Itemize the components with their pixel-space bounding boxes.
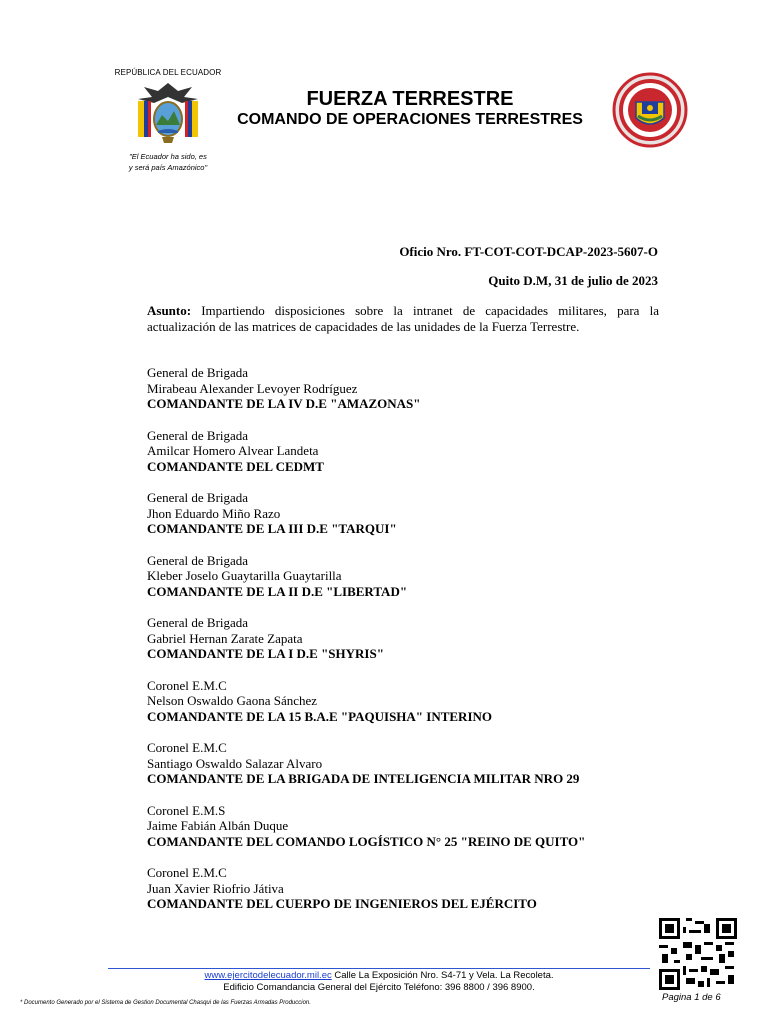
recipient-rank: General de Brigada	[147, 552, 249, 568]
recipient-list	[147, 365, 667, 928]
recipient-rank: Coronel E.M.C	[147, 740, 227, 755]
subject-text: Impartiendo disposiciones sobre la intranet de capacidades militares, para la actualización de las matrices de capacidades de las unidades de la Fuerza Terrestre.	[147, 303, 659, 334]
recipient-name: Nelson Oswaldo Gaona Sánchez	[147, 693, 318, 708]
generated-disclaimer: * Documento Generado por el Sistema de Gestion Documental Chasqui de las Fuerzas Armadas Produccion.	[20, 1000, 311, 1006]
footer-rule	[108, 968, 650, 969]
recipient-rank: Coronel E.M.S	[147, 802, 226, 818]
recipient-item	[147, 678, 667, 725]
title-main: FUERZA TERRESTRE	[306, 88, 514, 110]
recipient-role: COMANDANTE DE LA I D.E "SHYRIS"	[147, 646, 384, 661]
recipient-name: Juan Xavier Riofrio Játiva	[147, 880, 284, 896]
recipient-rank: General de Brigada	[147, 615, 249, 630]
footer-address: Calle La Exposición Nro. S4-71 y Vela. La Recoleta.	[331, 970, 554, 981]
subject-label: Asunto:	[147, 303, 192, 318]
recipient-name: Santiago Oswaldo Salazar Alvaro	[147, 755, 323, 771]
recipient-rank: Coronel E.M.C	[147, 677, 227, 693]
recipient-name: Amilcar Homero Alvear Landeta	[147, 443, 319, 458]
footer-building: Edificio Comandancia General del Ejército Teléfono: 396 8800 / 396 8900.	[223, 982, 535, 993]
recipient-rank: General de Brigada	[147, 365, 249, 380]
reference-number: Oficio Nro. FT-COT-COT-DCAP-2023-5607-O	[399, 244, 658, 259]
subject-paragraph	[147, 303, 659, 335]
recipient-role: COMANDANTE DEL COMANDO LOGÍSTICO N° 25 "REINO DE QUITO"	[147, 833, 586, 849]
recipient-name: Gabriel Hernan Zarate Zapata	[147, 630, 303, 646]
recipient-item	[147, 553, 667, 600]
recipient-role: COMANDANTE DE LA 15 B.A.E "PAQUISHA" INTERINO	[147, 708, 493, 724]
recipient-item	[147, 490, 667, 537]
recipient-role: COMANDANTE DE LA III D.E "TARQUI"	[147, 521, 397, 536]
recipient-rank: General de Brigada	[147, 490, 249, 505]
footer-contact	[108, 970, 650, 994]
recipient-item	[147, 865, 667, 912]
recipient-name: Mirabeau Alexander Levoyer Rodríguez	[147, 380, 358, 396]
document-date: Quito D.M, 31 de julio de 2023	[488, 273, 658, 288]
recipient-item	[147, 803, 667, 850]
recipient-role: COMANDANTE DE LA BRIGADA DE INTELIGENCIA MILITAR NRO 29	[147, 771, 580, 786]
website-link[interactable]: www.ejercitodelecuador.mil.ec	[204, 970, 332, 981]
letterhead-title	[200, 88, 620, 130]
recipient-item	[147, 365, 667, 412]
recipient-name: Jaime Fabián Albán Duque	[147, 818, 289, 833]
page-number: Pagina 1 de 6	[662, 992, 721, 1003]
recipient-item	[147, 615, 667, 662]
recipient-rank: Coronel E.M.C	[147, 865, 227, 880]
motto-line-2: y será país Amazónico"	[128, 163, 208, 172]
qr-code-icon	[659, 918, 737, 990]
recipient-role: COMANDANTE DEL CUERPO DE INGENIEROS DEL EJÉRCITO	[147, 896, 537, 911]
title-sub: COMANDO DE OPERACIONES TERRESTRES	[237, 111, 583, 128]
motto-line-1: "El Ecuador ha sido, es	[129, 152, 207, 161]
recipient-role: COMANDANTE DEL CEDMT	[147, 458, 324, 474]
recipient-role: COMANDANTE DE LA IV D.E "AMAZONAS"	[147, 396, 421, 411]
recipient-item	[147, 428, 667, 475]
republic-label: REPÚBLICA DEL ECUADOR	[114, 68, 222, 77]
recipient-rank: General de Brigada	[147, 427, 249, 443]
recipient-role: COMANDANTE DE LA II D.E "LIBERTAD"	[147, 583, 408, 599]
recipient-item	[147, 740, 667, 787]
recipient-name: Jhon Eduardo Miño Razo	[147, 505, 281, 521]
coat-of-arms-icon	[132, 81, 204, 145]
recipient-name: Kleber Joselo Guaytarilla Guaytarilla	[147, 568, 342, 583]
command-seal-icon	[612, 72, 688, 148]
